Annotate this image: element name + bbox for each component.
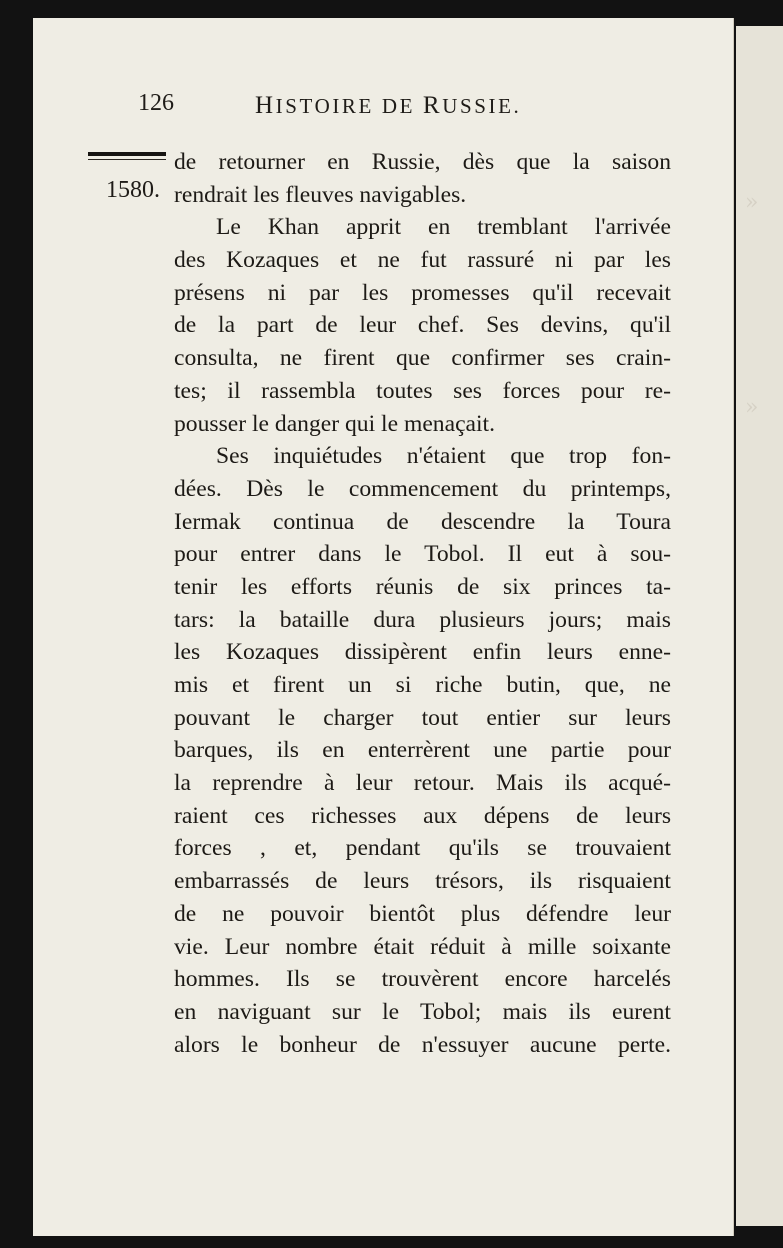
text-line: les Kozaques dissipèrent enfin leurs enne- [174,639,671,666]
text-line: Iermak continua de descendre la Toura [174,508,671,535]
text-line: consulta, ne firent que confirmer ses crain- [174,345,671,372]
text-line: raient ces richesses aux dépens de leurs [174,802,671,829]
text-line: Le Khan apprit en tremblant l'arrivée [216,214,671,241]
text-line: pouvant le charger tout entier sur leurs [174,704,671,731]
text-line: de la part de leur chef. Ses devins, qu'il [174,312,671,339]
page-number: 126 [138,90,174,116]
show-through: » » [745,190,759,420]
text-line: dées. Dès le commencement du printemps, [174,475,671,502]
text-line: des Kozaques et ne fut rassuré ni par les [174,247,671,274]
text-line: mis et firent un si riche butin, que, ne [174,672,671,698]
text-line: la reprendre à leur retour. Mais ils acqué- [174,770,671,797]
text-line: vie. Leur nombre était réduit à mille soixante [174,933,671,960]
text-line: en naviguant sur le Tobol; mais ils eurent [174,998,671,1025]
body-text [174,146,671,1061]
running-head [138,90,683,124]
text-line: forces , et, pendant qu'ils se trouvaient [174,835,671,862]
text-line: rendrait les fleuves navigables. [174,181,467,208]
text-line: présens ni par les promesses qu'il recevait [174,279,671,306]
margin-year: 1580. [106,177,160,203]
text-line: embarrassés de leurs trésors, ils risquaient [174,868,671,895]
text-line: alors le bonheur de n'essuyer aucune perte. [174,1031,671,1058]
text-line: de ne pouvoir bientôt plus défendre leur [174,900,671,927]
running-title: HISTOIRE DE RUSSIE. [255,92,522,119]
text-line: pousser le danger qui le menaçait. [174,410,496,437]
text-line: hommes. Ils se trouvèrent encore harcelés [174,966,671,993]
text-line: tes; il rassembla toutes ses forces pour re- [174,377,671,404]
text-line: pour entrer dans le Tobol. Il eut à sou- [174,541,671,568]
text-line: Ses inquiétudes n'étaient que trop fon- [216,443,671,470]
section-rule [88,152,166,156]
text-line: barques, ils en enterrèrent une partie pour [174,737,671,764]
text-line: de retourner en Russie, dès que la saison [174,149,671,175]
text-line: tars: la bataille dura plusieurs jours; mais [174,606,671,633]
text-line: tenir les efforts réunis de six princes ta- [174,573,671,600]
